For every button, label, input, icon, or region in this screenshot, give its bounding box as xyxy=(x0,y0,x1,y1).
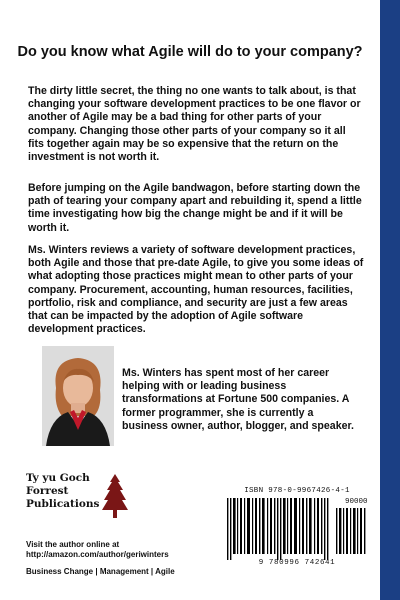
book-spine-stripe xyxy=(380,0,400,600)
visit-label: Visit the author online at xyxy=(26,540,120,549)
price-code: 90000 xyxy=(345,498,368,506)
isbn-barcode xyxy=(223,487,371,571)
author-website xyxy=(26,540,169,560)
categories: Business Change | Management | Agile xyxy=(26,567,175,576)
bandwagon-paragraph: Before jumping on the Agile bandwagon, before starting down the path of tearing your company apart and rebuilding it, spend a little time investigating how big the change might be and if it will be worth it. xyxy=(28,182,362,234)
barcode-bars xyxy=(227,498,331,560)
author-photo xyxy=(42,346,114,446)
price-bars xyxy=(336,508,366,554)
review-paragraph: Ms. Winters reviews a variety of software development practices, both Agile and those that pre-date Agile, to give you some ideas of what adopting those practices might mean to other parts of your company. Procurement, accounting, human resources, facilities, portfolio, risk and compliance, and security are just a few areas that can be impacted by the adoption of Agile software development practices. xyxy=(28,244,364,336)
isbn-text: ISBN 978-0-9967426-4-1 xyxy=(244,487,350,495)
publisher-line: Publications xyxy=(26,498,100,510)
headline: Do you know what Agile will do to your company? xyxy=(17,44,363,60)
author-bio: Ms. Winters has spent most of her career helping with or leading business transformations at Fortune 500 companies. A former programmer, she is currently a business owner, author, blogger, and speaker. xyxy=(122,367,354,432)
publisher-logo xyxy=(26,472,136,532)
author-url[interactable]: http://amazon.com/author/geriwinters xyxy=(26,550,169,559)
publisher-line: Ty yu Goch xyxy=(26,472,90,484)
intro-paragraph: The dirty little secret, the thing no one wants to talk about, is that changing your software development practices to be one flavor or another of Agile may be a bad thing for other parts of your company. Changing those other parts of your company so it all fits together again may be so expensive that the return on the investment is not worth it. xyxy=(28,85,361,164)
publisher-line: Forrest xyxy=(26,485,69,497)
barcode-number: 9 780996 742641 xyxy=(258,559,336,567)
tree-icon xyxy=(102,474,128,520)
